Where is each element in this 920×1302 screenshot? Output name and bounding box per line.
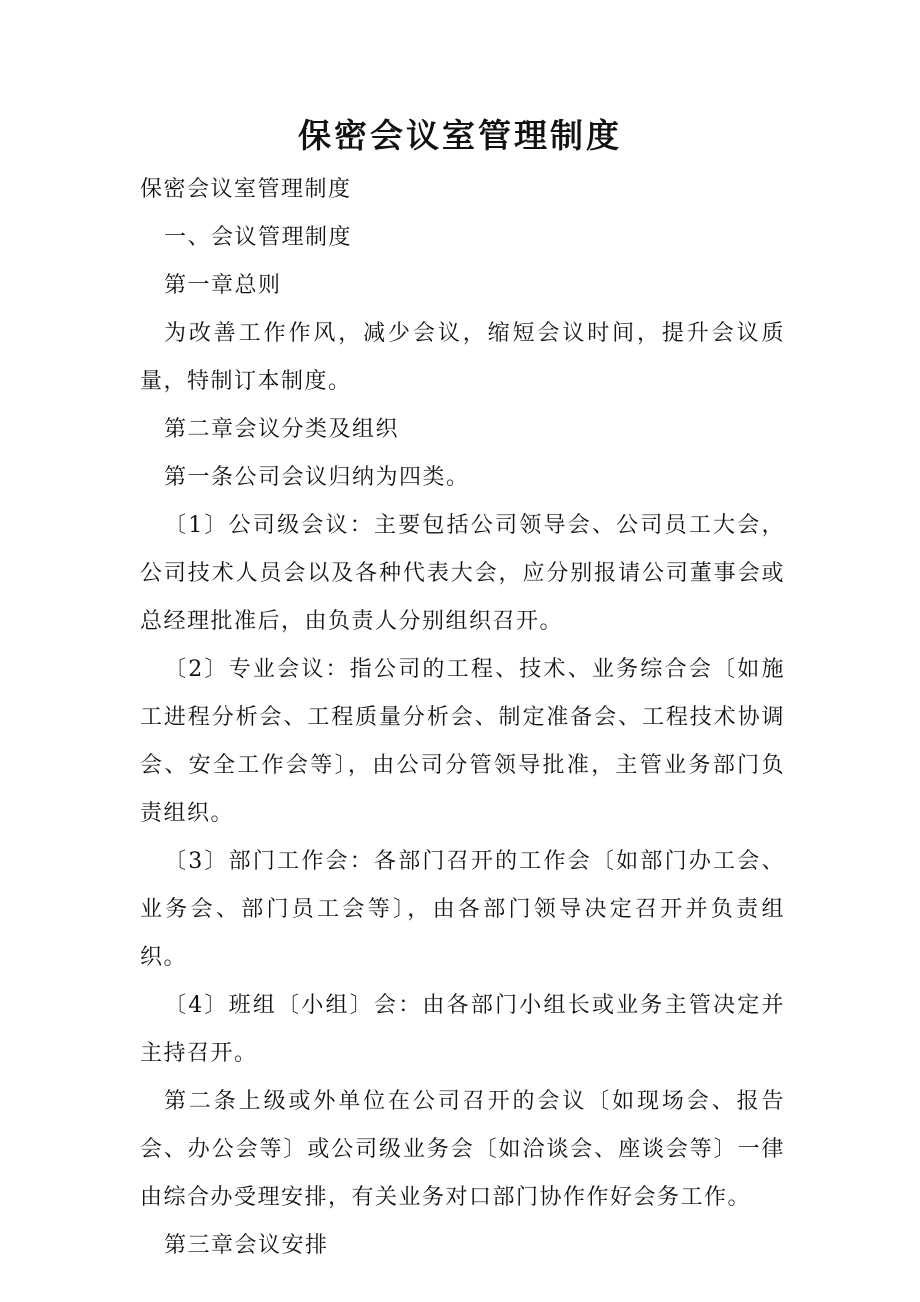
paragraph-chapter-3: 第三章会议安排 xyxy=(164,1233,329,1258)
paragraph-chapter-1: 第一章总则 xyxy=(164,273,282,298)
paragraph-section-heading: 一、会议管理制度 xyxy=(164,225,353,250)
paragraph-article-2: 第二条上级或外单位在公司召开的会议〔如现场会、报告会、办公会等〕或公司级业务会〔如洽谈会、座谈会等〕一律由综合办受理安排，有关业务对口部门协作作好会务工作。 xyxy=(140,1089,785,1210)
paragraph-item-4: 〔4〕班组〔小组〕会：由各部门小组长或业务主管决定并主持召开。 xyxy=(140,993,785,1066)
paragraph-article-1: 第一条公司会议归纳为四类。 xyxy=(164,465,470,490)
document-body xyxy=(140,166,785,1270)
paragraph-chapter-2: 第二章会议分类及组织 xyxy=(164,417,400,442)
paragraph-subtitle: 保密会议室管理制度 xyxy=(140,177,352,202)
paragraph-item-2: 〔2〕专业会议：指公司的工程、技术、业务综合会〔如施工进程分析会、工程质量分析会、制定准备会、工程技术协调会、安全工作会等〕，由公司分管领导批准，主管业务部门负责组织。 xyxy=(140,657,785,826)
paragraph-item-1: 〔1〕公司级会议：主要包括公司领导会、公司员工大会，公司技术人员会以及各种代表大会，应分别报请公司董事会或总经理批准后，由负责人分别组织召开。 xyxy=(140,513,785,634)
paragraph-item-3: 〔3〕部门工作会：各部门召开的工作会〔如部门办工会、业务会、部门员工会等〕，由各部门领导决定召开并负责组织。 xyxy=(140,849,785,970)
document-title: 保密会议室管理制度 xyxy=(298,116,622,155)
paragraph-purpose: 为改善工作作风，减少会议，缩短会议时间，提升会议质量，特制订本制度。 xyxy=(140,321,785,394)
